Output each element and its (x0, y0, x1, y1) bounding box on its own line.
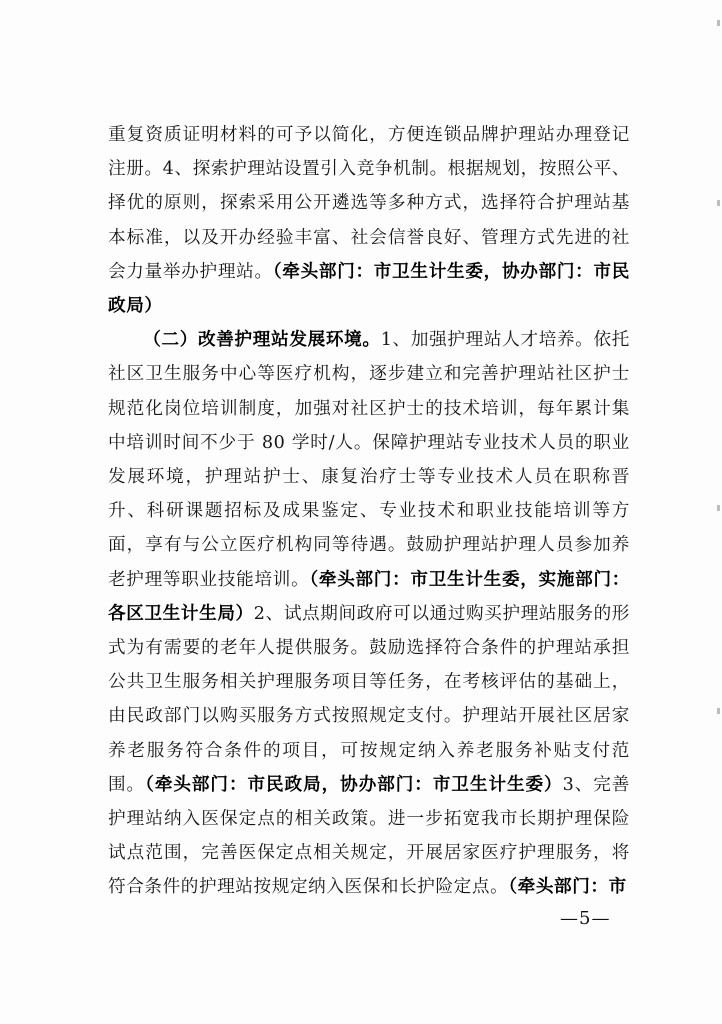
text-segment: 2、试点期间政府可以通过购买护理站服务的形式为有需要的老年人提供服务。鼓励选择符合条件的护理站承担公共卫生服务相关护理服务项目等任务，在考核评估的基础上，由民政部门以购买服务方式按照规定支付。护理站开展社区居家养老服务符合条件的项目，可按规定纳入养老服务补贴支付范围。 (108, 603, 630, 795)
scan-edge-mark (717, 200, 720, 206)
text-segment: 重复资质证明材料的可予以简化，方便连锁品牌护理站办理登记注册。4、探索护理站设置引入竞争机制。根据规划，按照公平、择优的原则，探索采用公开遴选等多种方式，选择符合护理站基本标准，以及开办经验丰富、社会信誉良好、管理方式先进的社会力量举办护理站。 (108, 125, 630, 282)
responsible-department-note: （牵头部门：市民政局，协办部门：市卫生计生委） (145, 773, 563, 795)
scan-edge-mark (717, 505, 720, 511)
responsible-department-note: （牵头部门：市卫生计生委，协办部门：市民政局） (108, 260, 630, 317)
scan-edge-mark (717, 708, 720, 714)
responsible-department-note: （牵头部门：市 (508, 876, 627, 898)
body-text (108, 118, 630, 905)
responsible-department-note: （牵头部门：市卫生计生委，实施部门：各区卫生计生局） (108, 568, 630, 624)
section-heading: （二）改善护理站发展环境。 (143, 329, 381, 351)
scan-edge-mark (717, 20, 720, 26)
text-segment: 1、加强护理站人才培养。依托社区卫生服务中心等医疗机构，逐步建立和完善护理站社区护士规范化岗位培训制度，加强对社区护士的技术培训，每年累计集中培训时间不少于 80 学时/人。保障护理站专业技术人员的职业发展环境，护理站护士、康复治疗士等专业技术人员在职称晋升、科研课题招标及成果鉴定、专业技术和职业技能培训等方面，享有与公立医疗机构同等待遇。鼓励护理站护理人员参加养老护理等职业技能培训。 (108, 330, 630, 590)
text-segment: 3、完善护理站纳入医保定点的相关政策。进一步拓宽我市长期护理保险试点范围，完善医保定点相关规定，开展居家医疗护理服务，将符合条件的护理站按规定纳入医保和长护险定点。 (108, 774, 630, 898)
paragraph-2 (108, 323, 630, 904)
page-number: —5— (560, 908, 611, 929)
paragraph-1 (108, 118, 630, 323)
